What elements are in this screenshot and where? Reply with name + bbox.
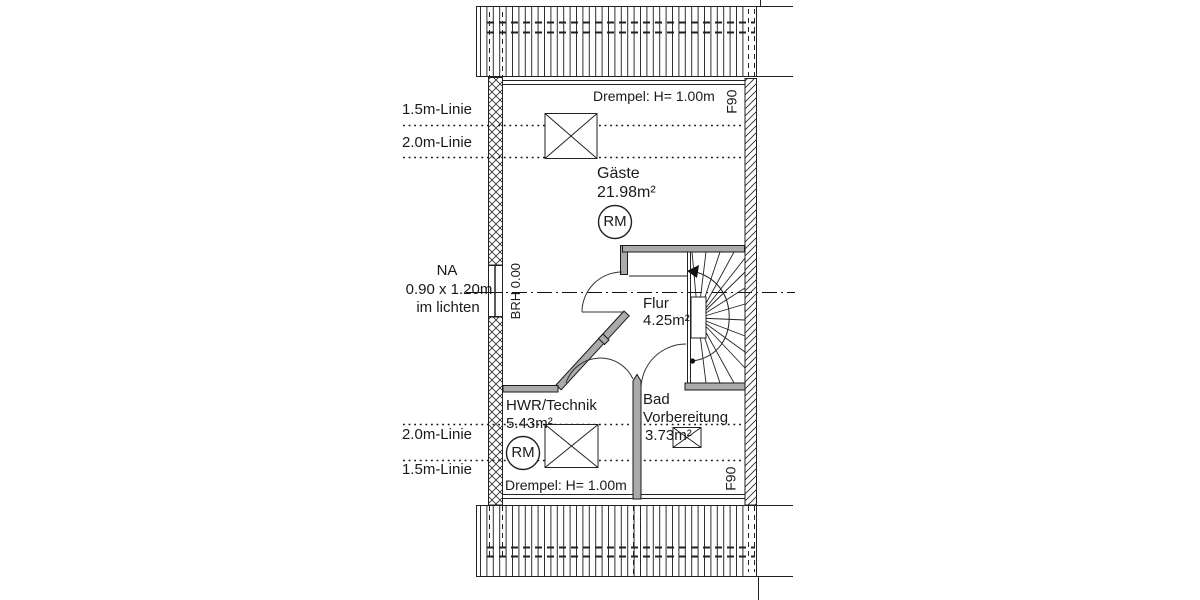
smoke-detector-label-hwr: RM [511, 444, 535, 461]
sill-height-label: BRH 0.00 [507, 262, 523, 320]
window-size-label: 0.90 x 1.20m [405, 281, 493, 298]
drempel-label-top: Drempel: H= 1.00m [593, 88, 715, 104]
height-line-label-15-top: 1.5m-Linie [401, 101, 473, 118]
room-name-bad: Bad [643, 391, 670, 408]
height-line-label-15-bottom: 1.5m-Linie [401, 461, 473, 478]
room-area-gaeste: 21.98m² [597, 184, 656, 201]
crossed-box-gaeste [545, 114, 597, 159]
drempel-label-bottom: Drempel: H= 1.00m [505, 477, 627, 493]
roof-overhang-top [477, 0, 794, 77]
walk-line-start-dot [690, 358, 695, 363]
room-name-bad-line2: Vorbereitung [643, 409, 729, 426]
window-note-label: im lichten [416, 299, 480, 316]
room-area-flur: 4.25m² [643, 312, 690, 329]
smoke-detector-label-gaeste: RM [603, 213, 627, 230]
height-line-label-20-top: 2.0m-Linie [401, 134, 473, 151]
room-name-gaeste: Gäste [597, 165, 640, 182]
door-bad [641, 344, 686, 389]
fire-rating-label-top: F90 [723, 89, 740, 114]
fire-rating-label-bottom: F90 [722, 466, 739, 491]
window-na-label: NA [436, 262, 458, 279]
room-name-hwr: HWR/Technik [506, 397, 597, 414]
roof-overhang-bottom [477, 506, 794, 600]
room-area-bad: 3.73m² [645, 427, 692, 444]
door-swings [566, 272, 686, 389]
room-name-flur: Flur [643, 295, 669, 312]
room-area-hwr: 5.43m² [506, 415, 553, 432]
height-line-label-20-bottom: 2.0m-Linie [401, 426, 473, 443]
